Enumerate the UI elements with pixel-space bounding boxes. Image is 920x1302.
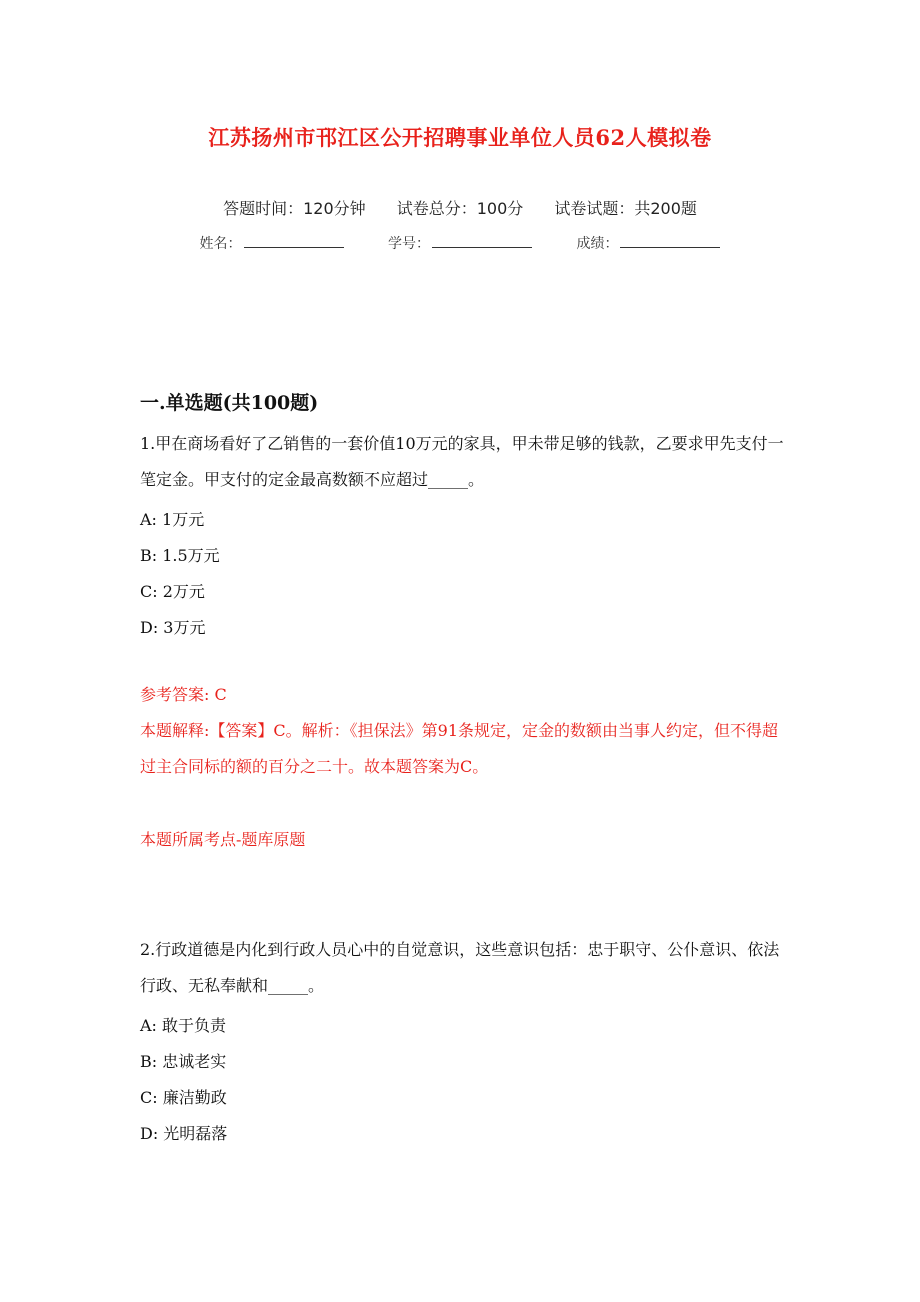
question-1-explanation: 本题解释:【答案】C。解析：《担保法》第91条规定，定金的数额由当事人约定，但不得超过主合同标的额的百分之二十。故本题答案为C。: [140, 721, 778, 776]
question-2-option-c: C: 廉洁勤政: [140, 1088, 227, 1107]
name-label: 姓名：: [199, 236, 242, 252]
id-label: 学号：: [388, 236, 430, 252]
question-1-answer: 参考答案: C: [140, 685, 227, 704]
exam-title: 江苏扬州市邗江区公开招聘事业单位人员62人模拟卷: [208, 125, 712, 150]
question-2-option-d: D: 光明磊落: [140, 1124, 228, 1143]
name-blank[interactable]: [244, 233, 344, 248]
section-title: 一.单选题(共100题): [140, 392, 319, 414]
question-1-option-b: B: 1.5万元: [140, 546, 220, 565]
name-field: [200, 233, 344, 253]
student-fields: [0, 233, 920, 253]
exam-question-count: 试卷试题：共200题: [554, 199, 697, 218]
question-2-option-b: B: 忠诚老实: [140, 1052, 227, 1071]
question-1-text: 1.甲在商场看好了乙销售的一套价值10万元的家具，甲未带足够的钱款，乙要求甲先支付一笔定金。甲支付的定金最高数额不应超过_____。: [140, 434, 784, 489]
question-1-option-a: A: 1万元: [140, 510, 205, 529]
grade-label: 成绩：: [576, 236, 619, 252]
grade-field: [576, 233, 720, 253]
grade-blank[interactable]: [620, 233, 720, 248]
exam-meta: [0, 196, 920, 219]
id-blank[interactable]: [432, 233, 532, 248]
question-2-text: 2.行政道德是内化到行政人员心中的自觉意识，这些意识包括：忠于职守、公仆意识、依法行政、无私奉献和_____。: [140, 940, 780, 995]
question-1-option-c: C: 2万元: [140, 582, 205, 601]
id-field: [388, 233, 532, 253]
question-1-category: 本题所属考点-题库原题: [140, 830, 306, 849]
exam-time: 答题时间：120分钟: [223, 199, 366, 218]
question-2-option-a: A: 敢于负责: [140, 1016, 227, 1035]
question-1-option-d: D: 3万元: [140, 618, 206, 637]
exam-total-score: 试卷总分：100分: [396, 199, 524, 218]
